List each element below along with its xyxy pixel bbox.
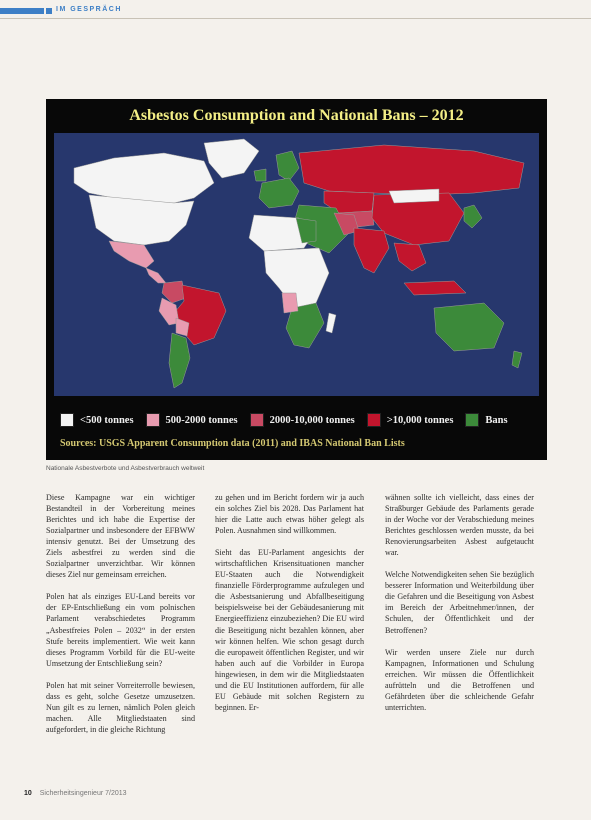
map-central-america: [146, 268, 166, 283]
legend-item: [250, 413, 355, 427]
map-southeast-asia: [394, 243, 426, 271]
section-label: IM GESPRÄCH: [56, 6, 122, 13]
world-map-svg: [54, 133, 539, 396]
legend-item: [60, 413, 134, 427]
page-footer: [24, 790, 127, 797]
map-madagascar: [326, 313, 336, 333]
section-square: [46, 8, 52, 14]
question-paragraph: Polen hat als einziges EU-Land bereits vor der EP-Entschließung ein vom polnischen Parlament verabschiedetes Programm „Asbestfreies Polen – 2032“ in der ersten Stufe bereits implementiert. Wie weit kann dieses Programm Vorbild für die EU-weite Umsetzung der Entschließung sein?: [46, 592, 195, 668]
text-column-3: [385, 492, 534, 724]
map-mongolia: [389, 189, 439, 203]
paragraph: Wir werden unsere Ziele nur durch Kampagnen, Informationen und Schulung erreichen. Wir müssen die Öffentlichkeit aufrütteln und die Betroffenen und Gefährdeten über die schleichende Gefahr unterrichten.: [385, 647, 534, 712]
section-header: [0, 8, 591, 26]
world-map: [54, 133, 539, 396]
legend-item: [465, 413, 507, 427]
header-rule: [0, 18, 591, 19]
legend-item: [146, 413, 238, 427]
question-paragraph: Welche Notwendigkeiten sehen Sie bezüglich besserer Information und Weiterbildung über die Gefahren und die Beseitigung von Asbest im Bereich der Arbeitnehmer/innen, der Schulen, der Öffentlichkeit und der Betroffenen?: [385, 570, 534, 635]
legend-swatch: [367, 413, 381, 427]
map-scandinavia: [276, 151, 299, 181]
map-mexico: [109, 241, 154, 268]
text-column-2: [215, 492, 364, 724]
legend-label: 2000-10,000 tonnes: [269, 414, 355, 426]
page-number: 10: [24, 790, 32, 797]
section-bar: [0, 8, 44, 14]
legend-swatch: [60, 413, 74, 427]
legend-item: [367, 413, 454, 427]
legend-swatch: [250, 413, 264, 427]
question-paragraph: Sieht das EU-Parlament angesichts der wirtschaftlichen Krisensituationen mancher EU-Staaten auch die Notwendigkeit finanzielle Förderprogramme aufzulegen und die Asbestsanierung und Abfallbeseitigung beispielsweise bei der Gebäudesanierung mit Energieeffizienz einzubeziehen? Die EU wird die Beseitigung nicht bezahlen können, aber wir können helfen. Wie schon gesagt durch die europaweit öffentlichen Register, und wir haben auch auf die Vorbilder in Europa hingewiesen, in dem wir die Mitgliedstaaten und die EU Institutionen auffordern, für alle EU Gebäude mit solchen Registern zu beginnen. Er-: [215, 548, 364, 712]
legend-swatch: [465, 413, 479, 427]
legend-label: Bans: [485, 414, 508, 426]
figure-title: Asbestos Consumption and National Bans – 2012: [129, 107, 464, 124]
map-iceland-uk: [254, 169, 266, 181]
map-india: [354, 228, 389, 273]
paragraph: Diese Kampagne war ein wichtiger Bestandteil in der Vorbereitung meines Berichtes und ich habe die Expertise der Sozialpartner und insbesondere der EFBWW intensiv genutzt. Bei der Umsetzung des Ziels asbestfrei zu werden sind die Sozialpartner unverzichtbar. Wir können dieses Ziel nur gemeinsam erreichen.: [46, 493, 195, 580]
paragraph: zu gehen und im Bericht fordern wir ja auch ein solches Ziel bis 2028. Das Parlament hat hier die Latte auch etwas höher gelegt als Polen. Ausnahmen sind willkommen.: [215, 493, 364, 536]
map-usa: [89, 195, 194, 245]
paragraph: Polen hat mit seiner Vorreiterrolle bewiesen, dass es geht, solche Gesetze umzusetzen. Nun gilt es zu lernen, nämlich Polen gleich machen. Alle Mitgliedstaaten sind aufgefordert, in die gleiche Richtung: [46, 680, 195, 734]
map-greenland: [204, 139, 259, 178]
map-western-europe: [259, 178, 299, 208]
map-legend: [60, 410, 535, 430]
figure-sources: Sources: USGS Apparent Consumption data (2011) and IBAS National Ban Lists: [60, 438, 405, 449]
legend-swatch: [146, 413, 160, 427]
paragraph: wähnen sollte ich vielleicht, dass eines der Straßburger Gebäude des Parlaments gerade in der Woche vor der Verabschiedung meines Berichtes geschlossen werden musste, da bei Renovierungsarbeiten Asbest aufgetaucht war.: [385, 493, 534, 558]
publication-name: Sicherheitsingenieur 7/2013: [39, 790, 127, 797]
map-australia: [434, 303, 504, 351]
map-angola: [282, 293, 298, 313]
map-chile-argentina: [169, 333, 190, 388]
map-indonesia: [404, 281, 466, 295]
map-new-zealand: [512, 351, 522, 368]
legend-label: >10,000 tonnes: [386, 414, 454, 426]
legend-label: <500 tonnes: [80, 414, 134, 426]
map-russia: [299, 145, 524, 195]
asbestos-map-figure: [46, 99, 547, 460]
figure-caption: Nationale Asbestverbote und Asbestverbrauch weltweit: [46, 465, 205, 472]
map-korea-japan: [464, 205, 482, 228]
legend-label: 500-2000 tonnes: [165, 414, 238, 426]
text-column-1: [46, 492, 195, 746]
